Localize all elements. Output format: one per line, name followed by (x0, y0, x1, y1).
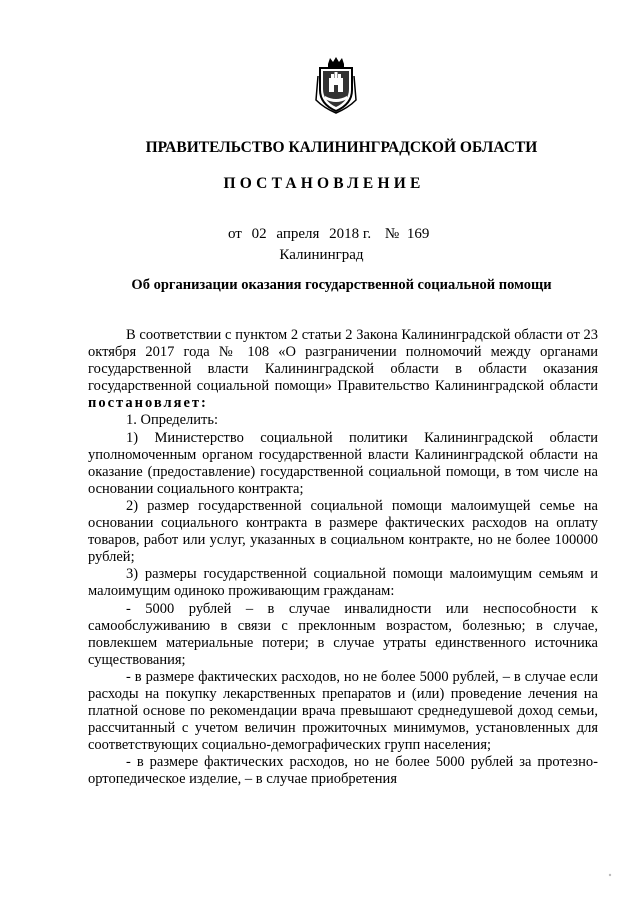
item-1: 1. Определить: (126, 412, 219, 429)
number-sign: № (384, 226, 400, 242)
subitem-1: 1) Министерство социальной политики Калининградской области уполномоченным органом государственной власти Калининградской области на оказание (предоставление) государственной социальной помощи, в том числе на основании социального контракта; (88, 429, 598, 497)
government-title: ПРАВИТЕЛЬСТВО КАЛИНИНГРАДСКОЙ ОБЛАСТИ (145, 139, 538, 156)
intro-paragraph (88, 327, 598, 412)
subitem-2: 2) размер государственной социальной помощи малоимущей семье на основании социального контракта в размере фактических расходов на оплату товаров, работ или услуг, указанных в социальном контракте, но не более 100000 рублей; (88, 497, 598, 566)
dash-item-2: - в размере фактических расходов, но не более 5000 рублей, – в случае если расходы на покупку лекарственных препаратов и (или) проведение лечения на платной основе по рекомендации врача превышают среднедушевой доход семьи, рассчитанный с учетом величин прожиточных минимумов, установленных для соответствующих социально-демографических групп населения; (88, 668, 598, 754)
document-subject: Об организации оказания государственной социальной помощи (131, 277, 552, 293)
date-day: 02 (251, 226, 267, 242)
document-type: ПОСТАНОВЛЕНИЕ (223, 175, 425, 192)
date-line (228, 226, 429, 243)
date-prefix: от (228, 226, 242, 242)
city: Калининград (279, 247, 364, 263)
date-year: 2018 г. (329, 226, 372, 242)
scan-mark-icon (604, 868, 616, 880)
decree-word: постановляет: (88, 395, 208, 412)
date-month: апреля (276, 226, 320, 242)
document-body (88, 327, 598, 789)
coat-of-arms-icon (314, 56, 358, 114)
dash-item-3: - в размере фактических расходов, но не более 5000 рублей за протезно-ортопедическое изделие, – в случае приобретения (88, 754, 598, 788)
dash-item-1: - 5000 рублей – в случае инвалидности или неспособности к самообслуживанию в связи с преклонным возрастом, болезнью; в случае, повлекшем материальные потери; в случае утраты единственного источника существования; (88, 600, 598, 668)
document-number: 169 (406, 226, 430, 242)
subitem-3: 3) размеры государственной социальной помощи малоимущим семьям и малоимущим одиноко проживающим гражданам: (88, 566, 598, 600)
intro-text: В соответствии с пунктом 2 статьи 2 Закона Калининградской области от 23 октября 2017 года № 108 «О разграничении полномочий между органами государственной власти Калининградской области в области оказания государственной социальной помощи» Правительство Калининградской области (88, 327, 598, 395)
